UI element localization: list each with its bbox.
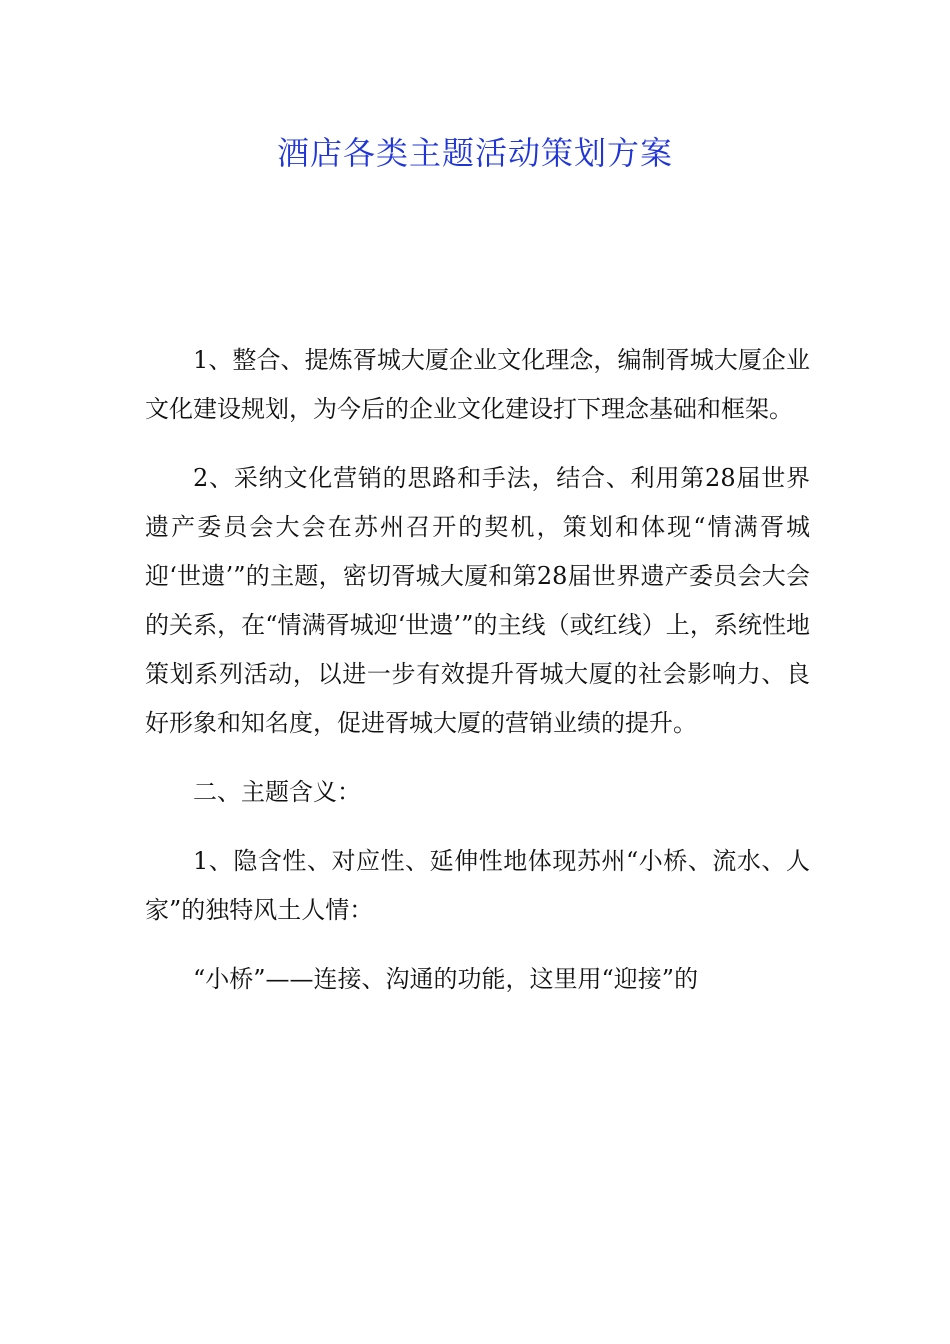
paragraph-2: 2、采纳文化营销的思路和手法，结合、利用第28届世界遗产委员会大会在苏州召开的契机，策划和体现“情满胥城迎‘世遗’”的主题，密切胥城大厦和第28届世界遗产委员会大会的关系，在“情满胥城迎‘世遗’”的主线（或红线）上，系统性地策划系列活动，以进一步有效提升胥城大厦的社会影响力、良好形象和知名度，促进胥城大厦的营销业绩的提升。 xyxy=(145,464,810,737)
document-body xyxy=(145,336,810,1024)
paragraph-1: 1、整合、提炼胥城大厦企业文化理念，编制胥城大厦企业文化建设规划，为今后的企业文化建设打下理念基础和框架。 xyxy=(145,346,810,423)
document-title: 酒店各类主题活动策划方案 xyxy=(276,134,673,172)
paragraph-3: 二、主题含义： xyxy=(193,778,361,806)
paragraph-5: “小桥”——连接、沟通的功能，这里用“迎接”的 xyxy=(193,965,699,993)
paragraph-4: 1、隐含性、对应性、延伸性地体现苏州“小桥、流水、人家”的独特风土人情： xyxy=(145,847,810,924)
